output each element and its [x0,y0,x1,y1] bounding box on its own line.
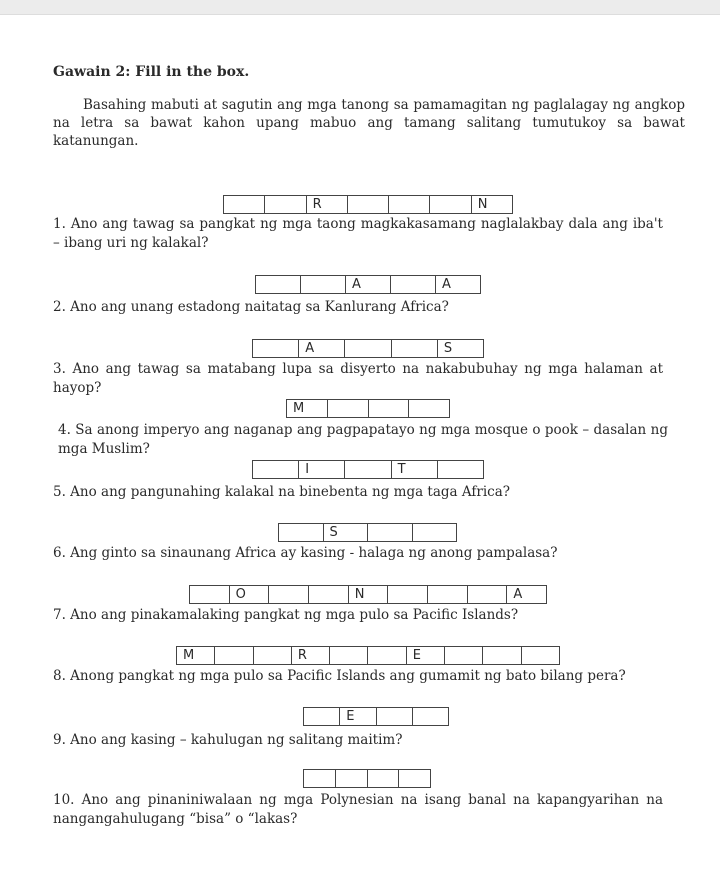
letter-box[interactable]: E [340,708,376,725]
letter-box[interactable]: E [407,647,445,664]
letter-box[interactable] [428,586,468,603]
letter-box[interactable] [269,586,309,603]
letter-box[interactable] [369,400,410,417]
letter-box[interactable] [215,647,253,664]
letter-box[interactable] [304,770,336,787]
question-2: 2. Ano ang unang estadong naitatag sa Kanlurang Africa? [53,299,449,315]
letter-box[interactable] [438,461,483,478]
letter-box[interactable] [336,770,368,787]
letter-box[interactable] [392,340,438,357]
letter-box[interactable] [389,196,430,213]
letter-box[interactable] [301,276,346,293]
letter-box[interactable]: R [307,196,348,213]
answer-boxes-5[interactable] [252,460,484,479]
letter-box[interactable] [345,461,391,478]
letter-box[interactable] [391,276,436,293]
letter-box[interactable] [409,400,449,417]
question-7: 7. Ano ang pinakamalaking pangkat ng mga pulo sa Pacific Islands? [53,607,519,623]
question-8: 8. Anong pangkat ng mga pulo sa Pacific Islands ang gumamit ng bato bilang pera? [53,668,626,684]
letter-box[interactable] [377,708,413,725]
letter-box[interactable]: I [299,461,345,478]
letter-box[interactable] [445,647,483,664]
question-6: 6. Ang ginto sa sinaunang Africa ay kasing - halaga ng anong pampalasa? [53,545,558,561]
letter-box[interactable] [345,340,391,357]
answer-boxes-9[interactable] [303,707,449,726]
letter-box[interactable] [224,196,265,213]
letter-box[interactable] [253,340,299,357]
letter-box[interactable] [522,647,559,664]
letter-box[interactable] [483,647,521,664]
letter-box[interactable] [368,770,400,787]
letter-box[interactable] [328,400,369,417]
letter-box[interactable]: S [443,341,453,356]
answer-boxes-1[interactable] [223,195,513,214]
letter-box[interactable] [413,524,457,541]
question-3: 3. Ano ang tawag sa matabang lupa sa disyerto na nakabubuhay ng mga halaman at hayop? [53,361,663,396]
letter-box[interactable] [330,647,368,664]
letter-box[interactable]: M [287,400,328,417]
letter-box[interactable] [413,708,448,725]
letter-box[interactable]: O [230,586,270,603]
answer-boxes-6[interactable] [278,523,457,542]
question-1: 1. Ano ang tawag sa pangkat ng mga taong magkakasamang naglalakbay dala ang iba't – ibang uri ng kalakal? [53,216,663,251]
letter-box[interactable]: S [324,524,369,541]
question-4: 4. Sa anong imperyo ang naganap ang pagpapatayo ng mga mosque o pook – dasalan ng mga Muslim? [58,422,668,457]
answer-boxes-7[interactable] [189,585,547,604]
answer-boxes-4[interactable] [286,399,450,418]
letter-box[interactable]: A [513,587,523,602]
letter-box[interactable]: N [477,197,488,212]
answer-boxes-8[interactable] [176,646,560,665]
letter-box[interactable] [253,461,299,478]
answer-boxes-2[interactable] [255,275,481,294]
letter-box[interactable]: R [292,647,330,664]
letter-box[interactable] [348,196,389,213]
letter-box[interactable]: A [299,340,345,357]
worksheet-title: Gawain 2: Fill in the box. [53,64,250,80]
answer-boxes-3[interactable] [252,339,484,358]
letter-box[interactable]: A [442,277,451,292]
instructions: Basahing mabuti at sagutin ang mga tanong sa pamamagitan ng paglalagay ng angkop na letra sa bawat kahon upang mabuo ang tamang salitang tumutukoy sa bawat katanungan. [53,97,685,149]
letter-box[interactable] [468,586,508,603]
letter-box[interactable] [388,586,428,603]
letter-box[interactable] [368,647,406,664]
question-5: 5. Ano ang pangunahing kalakal na binebenta ng mga taga Africa? [53,484,511,500]
letter-box[interactable] [368,524,413,541]
letter-box[interactable] [254,647,292,664]
letter-box[interactable]: A [346,276,391,293]
letter-box[interactable] [399,770,430,787]
letter-box[interactable] [279,524,324,541]
letter-box[interactable] [256,276,301,293]
letter-box[interactable]: M [177,647,215,664]
top-bar [0,0,720,15]
letter-box[interactable] [190,586,230,603]
letter-box[interactable] [265,196,306,213]
letter-box[interactable] [430,196,471,213]
letter-box[interactable]: N [349,586,389,603]
answer-boxes-10[interactable] [303,769,431,788]
letter-box[interactable] [304,708,340,725]
letter-box[interactable]: T [392,461,438,478]
question-10: 10. Ano ang pinaniniwalaan ng mga Polynesian na isang banal na kapangyarihan na nangangahulugang “bisa” o “lakas? [53,792,663,827]
question-9: 9. Ano ang kasing – kahulugan ng salitang maitim? [53,732,403,748]
letter-box[interactable] [309,586,349,603]
